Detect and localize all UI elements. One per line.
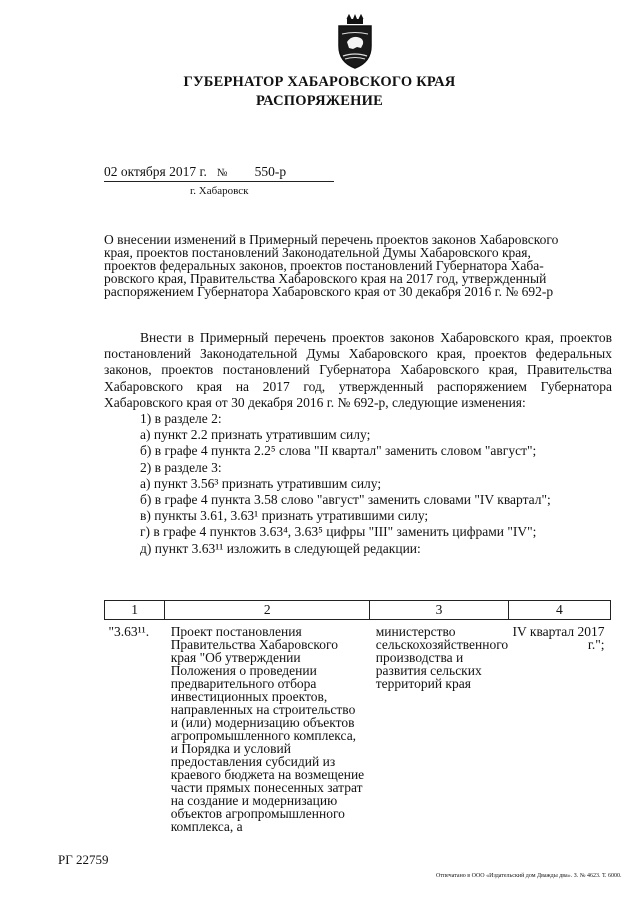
row-responsible: министерство сельскохозяйственного производства и развития сельских территорий края xyxy=(375,624,509,691)
document-subject xyxy=(104,233,612,298)
list-item: 2) в разделе 3: xyxy=(140,459,222,475)
number-label: № xyxy=(216,167,228,179)
intro-paragraph: Внести в Примерный перечень проектов законов Хабаровского края, проектов постановлений Законодательной Думы Хабаровского края, проектов федеральных законов, проектов постановлений Губернатора Хабаровского края, Правительства Хабаровского края на 2017 год, утвержденный распоряжением Губернатора Хабаровского края от 30 декабря 2016 г. № 692-р, следующие изменения: xyxy=(104,330,612,410)
governor-heading: ГУБЕРНАТОР ХАБАРОВСКОГО КРАЯ xyxy=(183,74,456,90)
list-item: б) в графе 4 пункта 3.58 слово "август" заменить словами "IV квартал"; xyxy=(140,492,551,508)
document-body xyxy=(104,330,612,557)
row-term: IV квартал 2017 г."; xyxy=(512,624,605,652)
subject-line: распоряжением Губернатора Хабаровского края от 30 декабря 2016 г. № 692-р xyxy=(104,284,554,299)
row-number: "3.63¹¹. xyxy=(108,624,150,639)
table-row xyxy=(105,620,611,834)
list-item: 1) в разделе 2: xyxy=(140,411,222,427)
printer-imprint: Отпечатано в ООО «Издательский дом Дважды два». З. № 4623. Т. 6000. xyxy=(436,873,622,879)
document-code: РГ 22759 xyxy=(58,852,109,867)
document-city: г. Хабаровск xyxy=(190,185,249,197)
list-item: г) в графе 4 пунктов 3.63⁴, 3.63⁵ цифры "III" заменить цифрами "IV"; xyxy=(140,524,537,540)
list-item: а) пункт 3.56³ признать утратившим силу; xyxy=(140,475,382,491)
subject-line: проектов федеральных законов, проектов постановлений Губернатора Хаба- xyxy=(104,258,544,273)
list-item: д) пункт 3.63¹¹ изложить в следующей редакции: xyxy=(140,540,421,556)
table-header-cell: 3 xyxy=(370,601,508,620)
subject-line: края, проектов постановлений Законодательной Думы Хабаровского края, xyxy=(104,245,531,260)
list-item: а) пункт 2.2 признать утратившим силу; xyxy=(140,427,371,443)
document-type: РАСПОРЯЖЕНИЕ xyxy=(255,93,384,109)
amendment-table xyxy=(104,600,611,833)
table-header-cell: 1 xyxy=(105,601,165,620)
document-number: 550-р xyxy=(254,164,287,179)
table-header-cell: 4 xyxy=(508,601,610,620)
table-header-row xyxy=(105,601,611,620)
list-item: в) пункты 3.61, 3.63¹ признать утратившими силу; xyxy=(140,508,429,524)
subject-line: ровского края, Правительства Хабаровского края на 2017 год, утвержденный xyxy=(104,271,547,286)
date-number-line xyxy=(104,164,334,182)
subject-line: О внесении изменений в Примерный перечень проектов законов Хабаровского xyxy=(104,232,559,247)
table-header-cell: 2 xyxy=(165,601,370,620)
document-date: 02 октября 2017 г. xyxy=(104,164,207,179)
khabarovsk-coat-of-arms-icon xyxy=(333,12,377,70)
row-description: Проект постановления Правительства Хабаровского края "Об утверждении Положения о проведении предварительного отбора инвестиционных проектов, направленных на строительство и (или) модернизацию объектов агропромышленного комплекса, и Порядка и условий предоставления субсидий из краевого бюджета на возмещение части прямых понесенных затрат на создание и модернизацию объектов агропромышленного комплекса, а xyxy=(170,624,365,834)
list-item: б) в графе 4 пункта 2.2⁵ слова "II квартал" заменить словом "август"; xyxy=(140,443,537,459)
